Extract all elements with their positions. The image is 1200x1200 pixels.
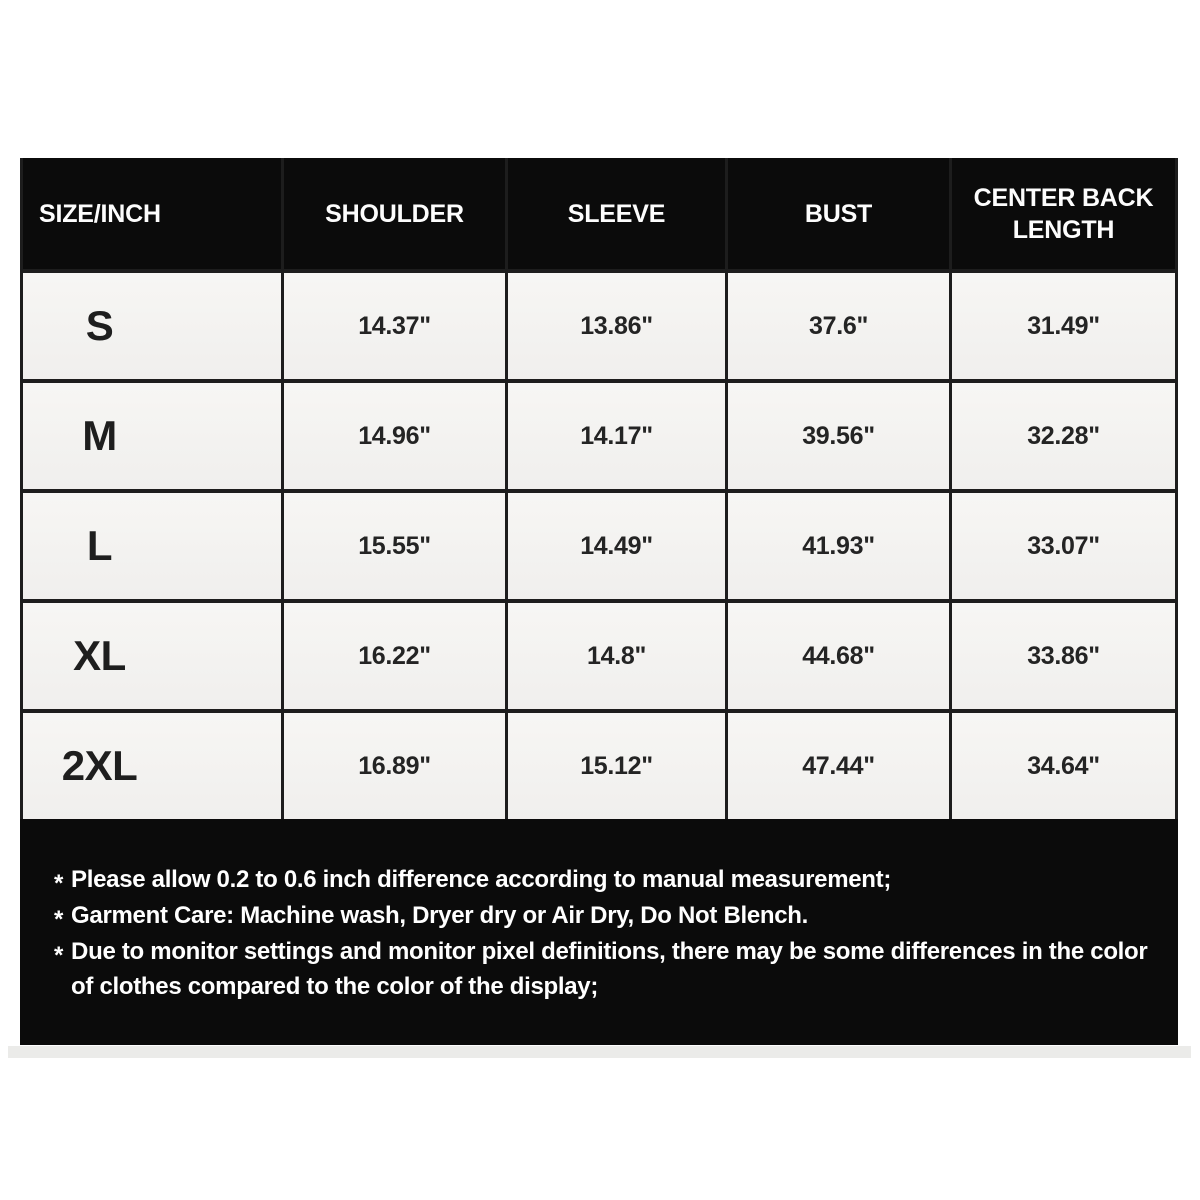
size-label-s: S bbox=[23, 273, 281, 379]
notes-panel bbox=[20, 819, 1178, 1045]
value-2xl-sleeve: 15.12" bbox=[508, 713, 725, 819]
value-xl-shoulder: 16.22" bbox=[284, 603, 505, 709]
value-xl-bust: 44.68" bbox=[728, 603, 949, 709]
note-text: Please allow 0.2 to 0.6 inch difference according to manual measurement; bbox=[71, 866, 892, 893]
value-2xl-bust: 47.44" bbox=[728, 713, 949, 819]
size-label-m: M bbox=[23, 383, 281, 489]
asterisk-icon: * bbox=[54, 870, 64, 897]
value-m-bust: 39.56" bbox=[728, 383, 949, 489]
value-m-shoulder: 14.96" bbox=[284, 383, 505, 489]
size-label-xl: XL bbox=[23, 603, 281, 709]
value-xl-back-length: 33.86" bbox=[952, 603, 1175, 709]
size-chart-table bbox=[20, 158, 1178, 1045]
value-m-back-length: 32.28" bbox=[952, 383, 1175, 489]
image-edge-artifact bbox=[8, 1046, 1191, 1058]
value-xl-sleeve: 14.8" bbox=[508, 603, 725, 709]
value-s-back-length: 31.49" bbox=[952, 273, 1175, 379]
asterisk-icon: * bbox=[54, 906, 64, 933]
column-header-sleeve: SLEEVE bbox=[508, 158, 725, 269]
note-measurement-tolerance bbox=[54, 862, 1148, 897]
value-s-shoulder: 14.37" bbox=[284, 273, 505, 379]
value-s-sleeve: 13.86" bbox=[508, 273, 725, 379]
note-garment-care bbox=[54, 898, 1148, 933]
size-label-2xl: 2XL bbox=[23, 713, 281, 819]
value-m-sleeve: 14.17" bbox=[508, 383, 725, 489]
value-l-sleeve: 14.49" bbox=[508, 493, 725, 599]
note-text: Garment Care: Machine wash, Dryer dry or Air Dry, Do Not Blench. bbox=[71, 902, 809, 929]
value-l-bust: 41.93" bbox=[728, 493, 949, 599]
value-s-bust: 37.6" bbox=[728, 273, 949, 379]
size-label-l: L bbox=[23, 493, 281, 599]
value-l-shoulder: 15.55" bbox=[284, 493, 505, 599]
size-table-grid bbox=[20, 158, 1178, 819]
column-header-bust: BUST bbox=[728, 158, 949, 269]
column-header-size-inch: SIZE/INCH bbox=[23, 158, 281, 269]
column-header-center-back-length: CENTER BACK LENGTH bbox=[952, 158, 1175, 269]
note-text: Due to monitor settings and monitor pixel definitions, there may be some differences in the color of clothes compared to the color of the display; bbox=[71, 938, 1148, 1000]
note-monitor-color bbox=[54, 934, 1148, 1004]
value-2xl-shoulder: 16.89" bbox=[284, 713, 505, 819]
column-header-shoulder: SHOULDER bbox=[284, 158, 505, 269]
value-l-back-length: 33.07" bbox=[952, 493, 1175, 599]
asterisk-icon: * bbox=[54, 942, 64, 969]
value-2xl-back-length: 34.64" bbox=[952, 713, 1175, 819]
